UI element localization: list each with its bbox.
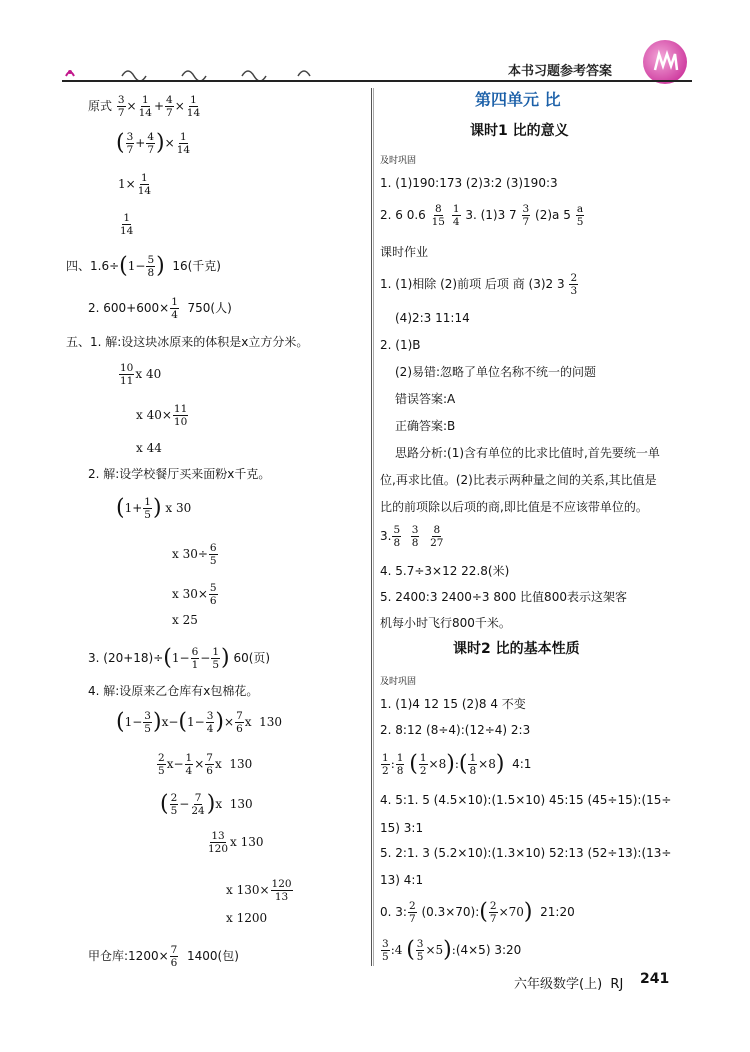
right-s7: 13) 4:1 <box>380 873 424 887</box>
footer-grade: 六年级数学(上) RJ <box>514 977 624 992</box>
page-number: 241 <box>640 971 670 987</box>
right-s9: $\frac{3}{5}$ :4 ( $\frac{3}{5}$ ×5):(4×5) 3:20 <box>382 937 522 963</box>
left-q5-1a: $\frac{10}{11}$ x 40 <box>120 362 162 387</box>
left-q5-3: 3. (20+18)÷(1− $\frac{6}{1}$ − $\frac{1}{5}$ ) 60(页) <box>88 645 271 671</box>
fraction: $\frac{3}{7}$ <box>117 94 125 119</box>
right-line-11: 比的前项除以后项的商,即比值是不应该带单位的。 <box>380 500 648 514</box>
right-line-15: 机每小时飞行800千米。 <box>380 616 511 630</box>
left-q5-2c: x 30× $\frac{5}{6}$ <box>172 582 217 607</box>
homework-label: 课时作业 <box>380 245 429 259</box>
right-s3: $\frac{1}{2}$ : $\frac{1}{8}$ ( $\frac{1}{2}$ ×8):( $\frac{1}{8}$ ×8) 4:1 <box>382 751 532 777</box>
lesson1-title: 课时1 比的意义 <box>470 123 569 139</box>
left-q5-4b: $\frac{2}{5}$ x− $\frac{1}{4}$ × $\frac{7}{6}$ x 130 <box>158 752 253 777</box>
right-s1: 1. (1)4 12 15 (2)8 4 不变 <box>380 697 526 711</box>
right-line-5: 2. (1)B <box>380 338 421 352</box>
right-line-9: 思路分析:(1)含有单位的比求比值时,首先要统一单 <box>395 446 660 460</box>
right-line-10: 位,再求比值。(2)比表示两种量之间的关系,其比值是 <box>380 473 657 487</box>
right-s5: 15) 3:1 <box>380 821 424 835</box>
left-q5-2a: (1+ $\frac{1}{5}$ ) x 30 <box>116 495 192 521</box>
right-s6: 5. 2:1. 3 (5.2×10):(1.3×10) 52:13 (52÷13):(13÷ <box>380 846 672 860</box>
right-line-1: 1. (1)190:173 (2)3:2 (3)190:3 <box>380 176 558 190</box>
left-q5-1b: x 40× $\frac{11}{10}$ <box>136 403 188 428</box>
right-line-8: 正确答案:B <box>395 419 456 433</box>
left-line-2: ( $\frac{3}{7}$ + $\frac{4}{7}$ )× $\frac{1}{14}$ <box>116 130 191 156</box>
header-title: 本书习题参考答案 <box>508 64 613 79</box>
right-s2: 2. 8:12 (8÷4):(12÷4) 2:3 <box>380 723 531 737</box>
book-logo-icon <box>643 40 687 84</box>
fraction: $\frac{1}{14}$ <box>186 94 201 119</box>
section-label: 及时巩固 <box>380 677 417 687</box>
left-q5-4a: (1− $\frac{3}{5}$ )x−(1− $\frac{3}{4}$ )× $\frac{7}{6}$ x 130 <box>116 709 283 735</box>
right-line-4: (4)2:3 11:14 <box>395 311 470 325</box>
left-q5-4e: x 130× $\frac{120}{13}$ <box>226 878 292 903</box>
fraction: $\frac{1}{14}$ <box>138 94 152 119</box>
right-line-3: 1. (1)相除 (2)前项 后项 商 (3)2 3 $\frac{2}{3}$ <box>380 272 578 297</box>
left-q5-1: 五、1. 解:设这块冰原来的体积是x立方分米。 <box>66 335 309 349</box>
lesson2-title: 课时2 比的基本性质 <box>453 641 580 657</box>
column-divider-inner <box>373 88 374 966</box>
left-q5-4g: 甲仓库:1200× $\frac{7}{6}$ 1400(包) <box>88 944 239 969</box>
fraction: $\frac{4}{7}$ <box>166 94 173 119</box>
left-line-1: 原式 $\frac{3}{7}$ × $\frac{1}{14}$ + $\frac{4}{7}$ × $\frac{1}{14}$ <box>88 94 201 119</box>
left-line-4: $\frac{1}{14}$ <box>120 212 134 237</box>
section-label: 及时巩固 <box>380 156 417 166</box>
left-line-3: 1× $\frac{1}{14}$ <box>118 172 152 197</box>
left-q4-1: 四、1.6÷(1− $\frac{5}{8}$ ) 16(千克) <box>66 253 221 279</box>
right-line-2: 2. 6 0.6 $\frac{8}{15}$ $\frac{1}{4}$ 3. (1)3 7 $\frac{3}{7}$ (2)a 5 $\frac{a}{5}$ <box>380 203 584 228</box>
left-q5-4c: ( $\frac{2}{5}$ − $\frac{7}{24}$ )x 130 <box>160 791 253 817</box>
left-q5-2: 2. 解:设学校餐厅买来面粉x千克。 <box>88 467 271 481</box>
right-line-7: 错误答案:A <box>395 392 456 406</box>
right-line-12: 3. $\frac{5}{8}$ $\frac{3}{8}$ $\frac{8}{27}$ <box>380 524 444 549</box>
header-rule <box>62 80 692 82</box>
left-q5-1c: x 44 <box>136 441 162 455</box>
right-line-13: 4. 5.7÷3×12 22.8(米) <box>380 564 510 578</box>
left-q5-2b: x 30÷ $\frac{6}{5}$ <box>172 542 217 567</box>
right-line-6: (2)易错:忽略了单位名称不统一的问题 <box>395 365 597 379</box>
header-decoration <box>62 62 342 82</box>
unit-title: 第四单元 比 <box>475 90 561 109</box>
right-s8: 0. 3: $\frac{2}{7}$ (0.3×70):( $\frac{2}{7}$ ×70) 21:20 <box>380 899 575 925</box>
right-s4: 4. 5:1. 5 (4.5×10):(1.5×10) 45:15 (45÷15):(15÷ <box>380 793 672 807</box>
right-line-14: 5. 2400:3 2400÷3 800 比值800表示这架客 <box>380 590 627 604</box>
column-divider <box>371 88 372 966</box>
left-q5-4f: x 1200 <box>226 911 268 925</box>
left-q4-2: 2. 600+600× $\frac{1}{4}$ 750(人) <box>88 296 232 321</box>
left-q5-4d: $\frac{13}{120}$ x 130 <box>208 830 264 855</box>
left-q5-2d: x 25 <box>172 613 198 627</box>
left-q5-4: 4. 解:设原来乙仓库有x包棉花。 <box>88 684 259 698</box>
